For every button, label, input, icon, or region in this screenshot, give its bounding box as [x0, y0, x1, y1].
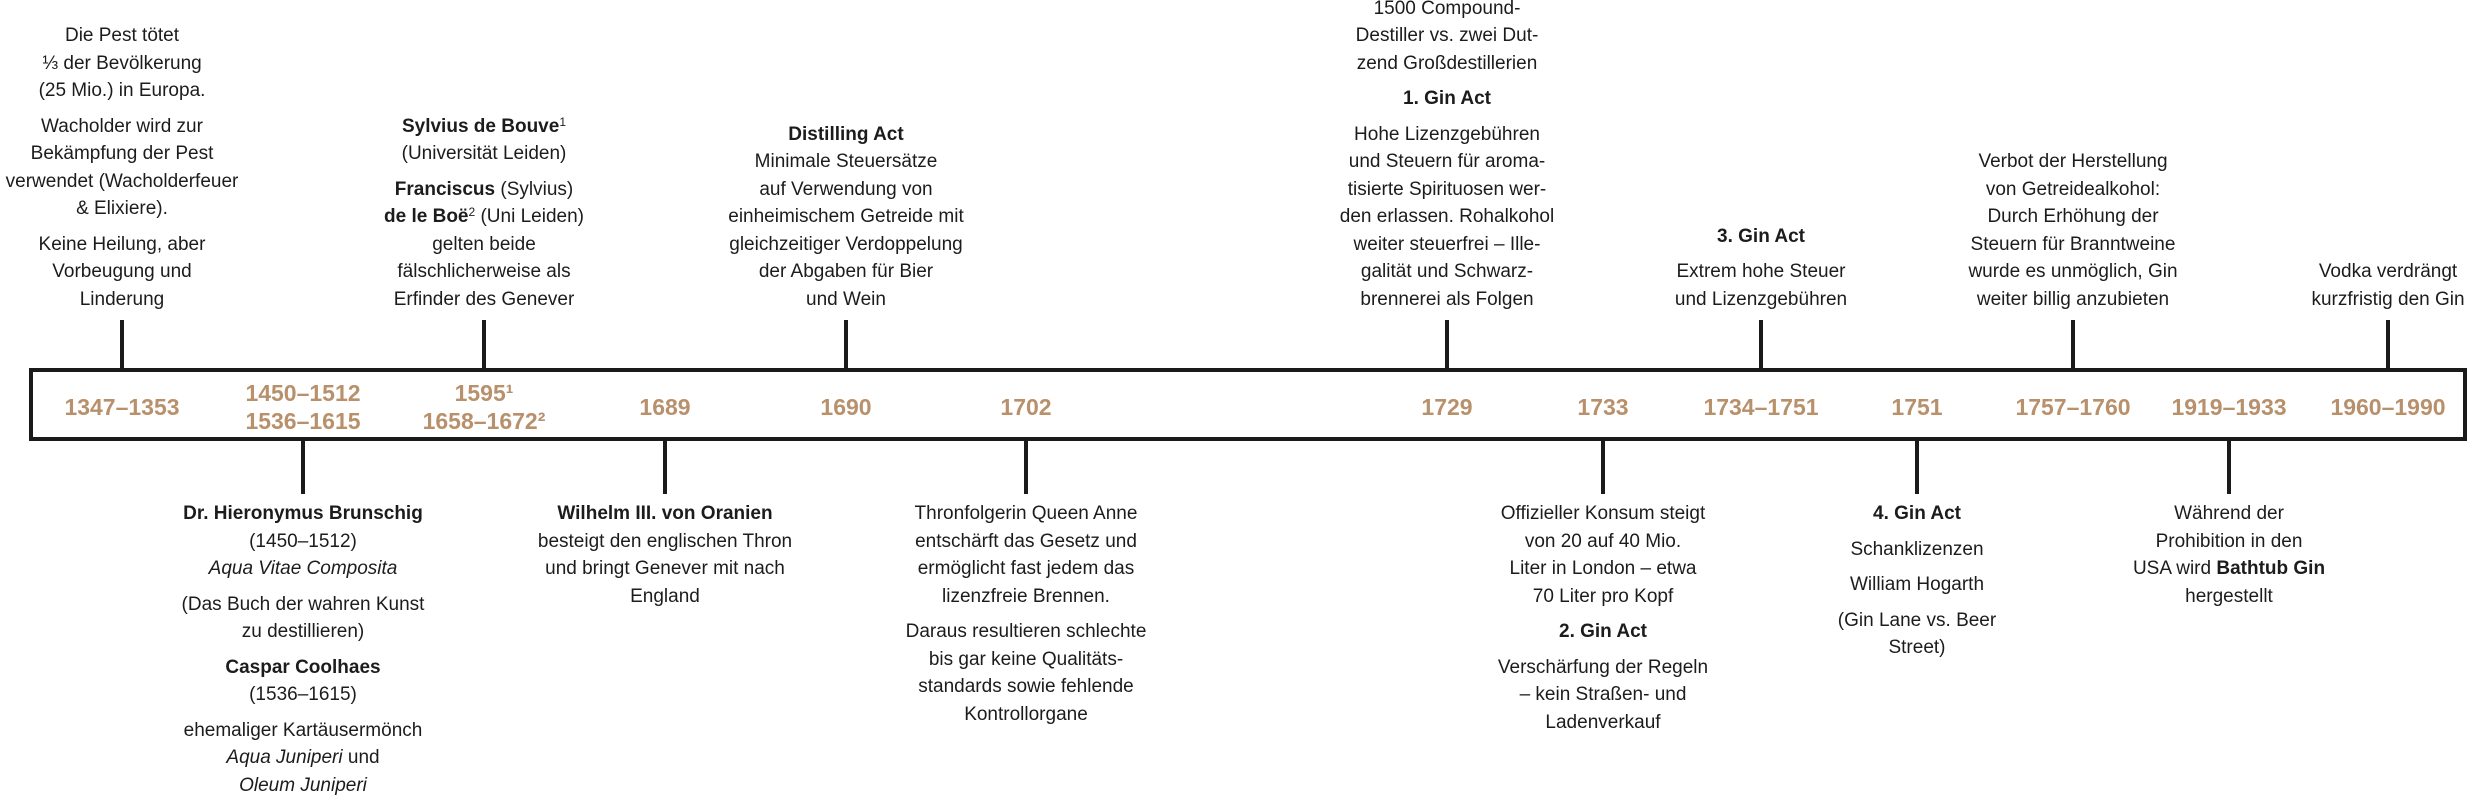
tick-down — [1024, 440, 1028, 494]
year-label: 1734–1751 — [1703, 394, 1819, 420]
tick-down — [663, 440, 667, 494]
year-label: 1729 — [1421, 394, 1473, 420]
event-1689-wilhelm: Wilhelm III. von Oranien besteigt den englischen Thron und bringt Genever mit nach England — [537, 503, 793, 607]
year-label: 1960–1990 — [2330, 394, 2446, 420]
year-label: 1751 — [1891, 394, 1943, 420]
tick-up — [1445, 320, 1449, 369]
event-1347-plague: Die Pest tötet ⅓ der Bevölkerung (25 Mio.) in Europa. Wacholder wird zur Bekämpfung der Pest verwendet (Wacholderfeuer & Elixiere). Keine Heilung, aber Vorbeugung und Linderung — [5, 25, 239, 310]
event-1757-grain-ban: Verbot der Herstellung von Getreidealkohol: Durch Erhöhung der Steuern für Branntweine wurde es unmöglich, Gin weiter billig anzubieten — [1968, 151, 2178, 310]
tick-up — [120, 320, 124, 369]
event-1729-first-gin-act: 1500 Compound- Destiller vs. zwei Dut- zend Großdestillerien 1. Gin Act Hohe Lizenzgebühren und Steuern für aroma- tisierte Spirituosen wer- den erlassen. Rohalkohol weiter steuerfrei – Ille- galität und Schwarz- brennerei als Folgen — [1339, 0, 1555, 310]
year-label: 1690 — [820, 394, 872, 420]
event-1690-distilling-act: Distilling Act Minimale Steuersätze auf Verwendung von einheimischem Getreide mit gleichzeitiger Verdoppelung der Abgaben für Bier und Wein — [728, 123, 964, 310]
year-label: 1450–1512 1536–1615 — [245, 380, 361, 434]
year-label: 1347–1353 — [64, 394, 180, 420]
tick-down — [1915, 440, 1919, 494]
event-1450-brunschig-coolhaes: Dr. Hieronymus Brunschig (1450–1512) Aqua Vitae Composita (Das Buch der wahren Kunst zu destillieren) Caspar Coolhaes (1536–1615) ehemaliger Kartäusermönch Aqua Juniperi und Oleum Juniperi — [181, 503, 425, 796]
event-1919-prohibition: Während der Prohibition in den USA wird Bathtub Gin hergestellt — [2132, 503, 2326, 607]
event-1595-sylvius: Sylvius de Bouve$^1$ (Universität Leiden) Franciscus (Sylvius) de le Boë$^2$ (Uni Leiden) gelten beide fälschlicherweise als Erfinder des Genever — [384, 114, 584, 310]
event-1734-third-gin-act: 3. Gin Act Extrem hohe Steuer und Lizenzgebühren — [1674, 225, 1848, 310]
year-label: 1919–1933 — [2171, 394, 2287, 420]
year-label: 1595¹ 1658–1672² — [422, 380, 546, 434]
tick-up — [2386, 320, 2390, 369]
year-label: 1733 — [1577, 394, 1629, 420]
event-1960-vodka: Vodka verdrängt kurzfristig den Gin — [2311, 261, 2465, 310]
year-label: 1757–1760 — [2015, 394, 2131, 420]
year-label: 1702 — [1000, 394, 1052, 420]
tick-up — [482, 320, 486, 369]
tick-down — [301, 440, 305, 494]
tick-up — [2071, 320, 2075, 369]
tick-up — [1759, 320, 1763, 369]
event-1733-second-gin-act: Offizieller Konsum steigt von 20 auf 40 Mio. Liter in London – etwa 70 Liter pro Kopf 2. Gin Act Verschärfung der Regeln – kein Straßen- und Ladenverkauf — [1497, 503, 1709, 733]
event-1702-queen-anne: Thronfolgerin Queen Anne entschärft das Gesetz und ermöglicht fast jedem das lizenzfreie Brennen. Daraus resultieren schlechte bis gar keine Qualitäts- standards sowie fehlende Kontrollorgane — [905, 503, 1147, 725]
tick-down — [1601, 440, 1605, 494]
event-1751-fourth-gin-act: 4. Gin Act Schanklizenzen William Hogarth (Gin Lane vs. Beer Street) — [1837, 503, 1997, 658]
tick-up — [844, 320, 848, 369]
tick-down — [2227, 440, 2231, 494]
year-label: 1689 — [639, 394, 691, 420]
